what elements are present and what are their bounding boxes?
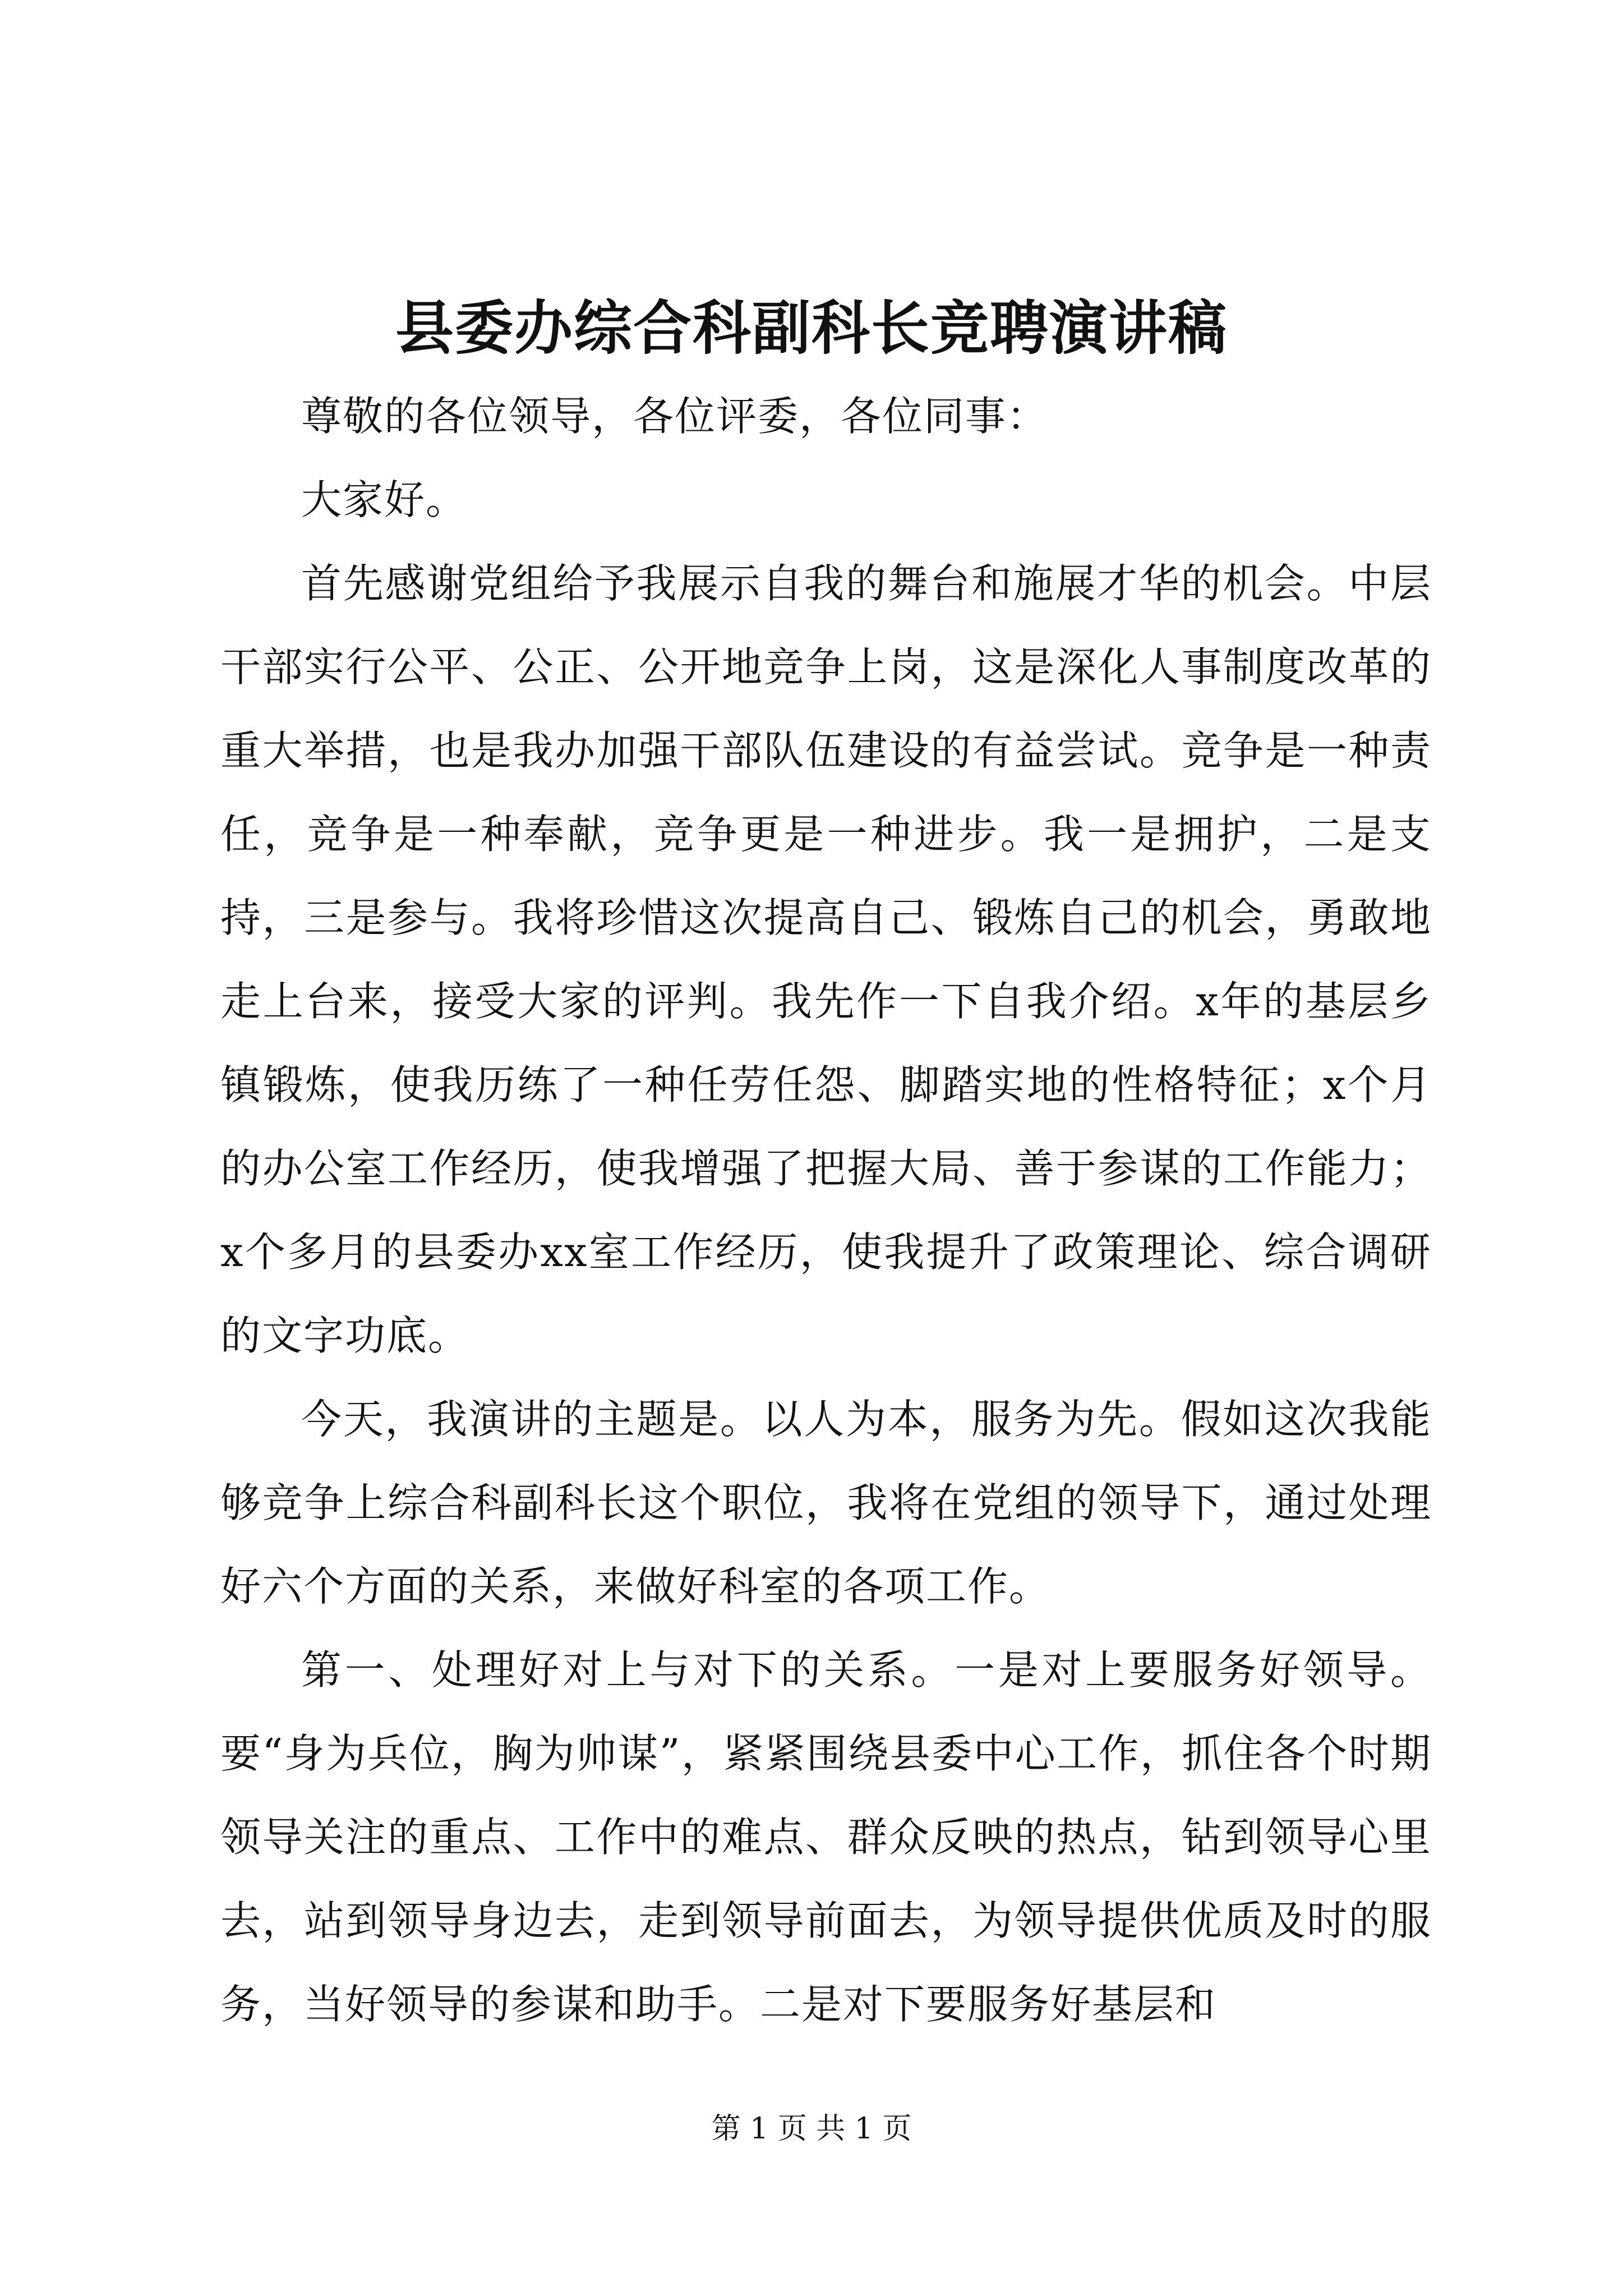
- page-number-footer: 第 1 页 共 1 页: [711, 2112, 912, 2146]
- document-title: 县委办综合科副科长竞聘演讲稿: [395, 293, 1228, 362]
- introduction-paragraph: 首先感谢党组给予我展示自我的舞台和施展才华的机会。中层干部实行公平、公正、公开地竞争上岗，这是深化人事制度改革的重大举措，也是我办加强干部队伍建设的有益尝试。竞争是一种责任，竞争是一种奉献，竞争更是一种进步。我一是拥护，二是支持，三是参与。我将珍惜这次提高自己、锻炼自己的机会，勇敢地走上台来，接受大家的评判。我先作一下自我介绍。x年的基层乡镇锻炼，使我历练了一种任劳任怨、脚踏实地的性格特征；x个月的办公室工作经历，使我增强了把握大局、善于参谋的工作能力；x个多月的县委办xx室工作经历，使我提升了政策理论、综合调研的文字功底。: [220, 560, 1432, 1359]
- first-point-paragraph: 第一、处理好对上与对下的关系。一是对上要服务好领导。要“身为兵位，胸为帅谋”，紧紧围绕县委中心工作，抓住各个时期领导关注的重点、工作中的难点、群众反映的热点，钻到领导心里去，站到领导身边去，走到领导前面去，为领导提供优质及时的服务，当好领导的参谋和助手。二是对下要服务好基层和: [220, 1646, 1432, 2028]
- theme-paragraph: 今天，我演讲的主题是。以人为本，服务为先。假如这次我能够竞争上综合科副科长这个职位，我将在党组的领导下，通过处理好六个方面的关系，来做好科室的各项工作。: [220, 1396, 1432, 1610]
- greeting-paragraph: 大家好。: [301, 476, 468, 523]
- salutation-paragraph: 尊敬的各位领导，各位评委，各位同事：: [301, 393, 1049, 440]
- document-body: [220, 375, 1432, 2046]
